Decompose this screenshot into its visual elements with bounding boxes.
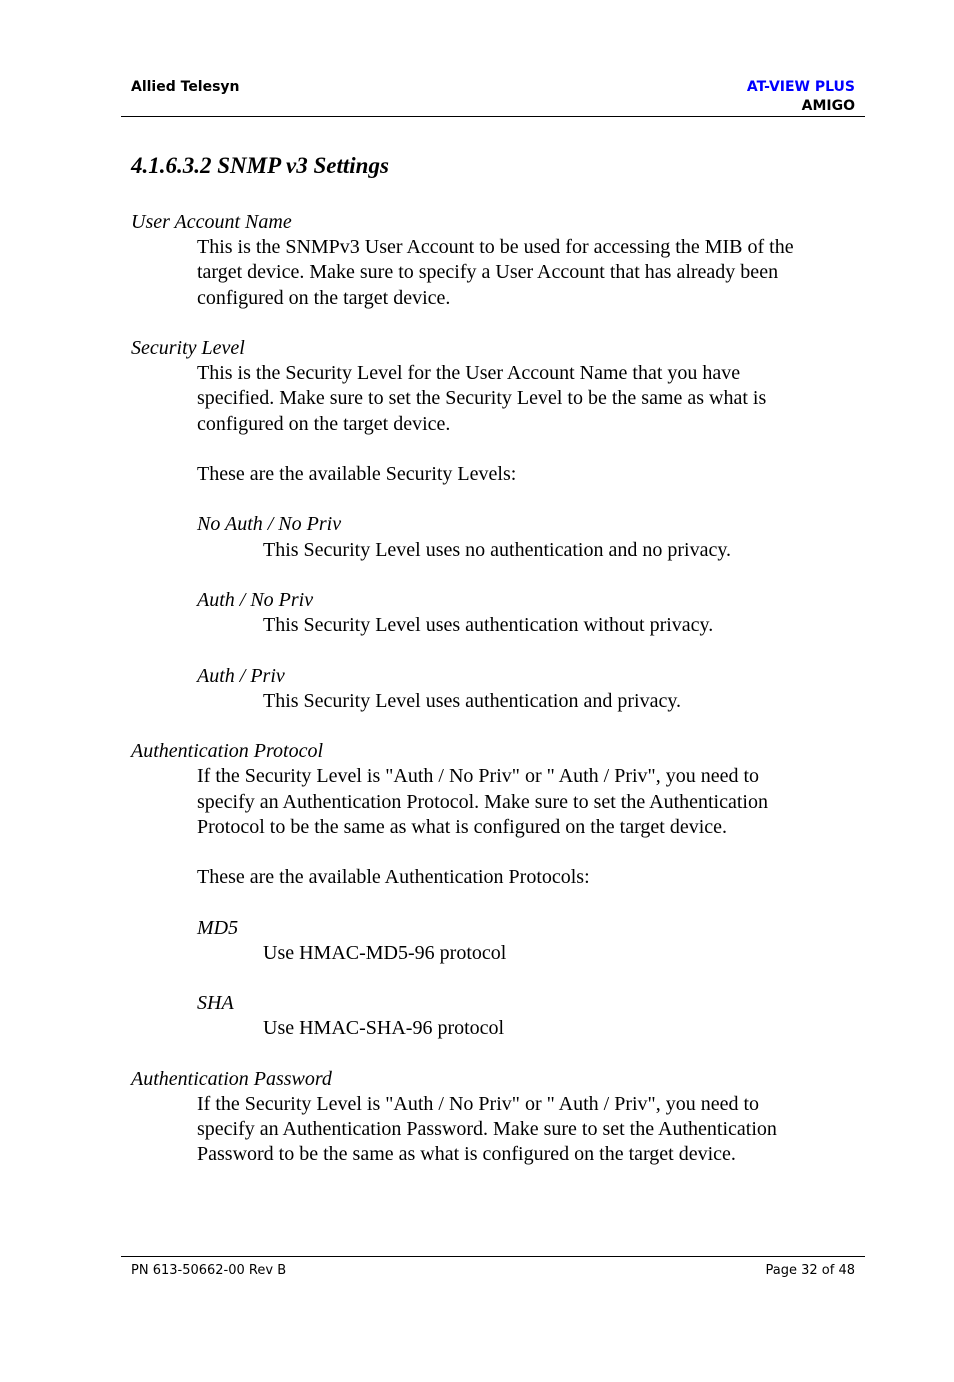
option-md5: MD5 bbox=[197, 916, 239, 939]
header-product-block bbox=[747, 78, 855, 116]
option-desc: Use HMAC-MD5-96 protocol bbox=[263, 941, 507, 964]
term-authentication-password: Authentication Password bbox=[131, 1067, 332, 1090]
option-sha: SHA bbox=[197, 992, 234, 1015]
option-desc: This Security Level uses no authentication and no privacy. bbox=[263, 538, 732, 561]
header-company: Allied Telesyn bbox=[131, 79, 240, 95]
option-auth-priv: Auth / Priv bbox=[197, 664, 285, 687]
security-levels-intro: These are the available Security Levels: bbox=[197, 463, 517, 485]
term-security-level: Security Level bbox=[131, 337, 245, 359]
term-user-account-name: User Account Name bbox=[131, 211, 292, 233]
desc-security-level bbox=[197, 361, 861, 437]
text-line: Password to be the same as what is configured on the target device. bbox=[197, 1143, 736, 1166]
desc-authentication-protocol bbox=[197, 764, 861, 840]
option-desc: Use HMAC-SHA-96 protocol bbox=[263, 1017, 505, 1040]
text-line: specified. Make sure to set the Security Level to be the same as what is bbox=[197, 387, 767, 410]
footer-rule bbox=[121, 1256, 865, 1257]
text-line: specify an Authentication Password. Make sure to set the Authentication bbox=[197, 1118, 777, 1141]
header-rule bbox=[121, 116, 865, 117]
text-line: This is the SNMPv3 User Account to be used for accessing the MIB of the bbox=[197, 236, 794, 259]
section-title: 4.1.6.3.2 SNMP v3 Settings bbox=[131, 153, 389, 178]
text-line: target device. Make sure to specify a User Account that has already been bbox=[197, 261, 779, 284]
footer-part-number: PN 613-50662-00 Rev B bbox=[131, 1263, 287, 1278]
header-product: AT-VIEW PLUS bbox=[746, 79, 855, 95]
option-no-auth-no-priv: No Auth / No Priv bbox=[197, 513, 342, 536]
text-line: If the Security Level is "Auth / No Priv" or " Auth / Priv", you need to bbox=[197, 1092, 760, 1115]
page-body bbox=[131, 210, 861, 1168]
text-line: Protocol to be the same as what is configured on the target device. bbox=[197, 815, 728, 838]
option-auth-no-priv: Auth / No Priv bbox=[197, 588, 314, 611]
text-line: If the Security Level is "Auth / No Priv" or " Auth / Priv", you need to bbox=[197, 765, 760, 788]
text-line: configured on the target device. bbox=[197, 286, 451, 309]
auth-protocols-intro: These are the available Authentication Protocols: bbox=[197, 866, 590, 889]
term-authentication-protocol: Authentication Protocol bbox=[131, 740, 324, 763]
option-desc: This Security Level uses authentication and privacy. bbox=[263, 689, 682, 712]
footer-page-number: Page 32 of 48 bbox=[765, 1263, 855, 1278]
desc-authentication-password bbox=[197, 1092, 861, 1168]
desc-user-account-name bbox=[197, 235, 861, 311]
text-line: specify an Authentication Protocol. Make sure to set the Authentication bbox=[197, 790, 768, 813]
option-desc: This Security Level uses authentication without privacy. bbox=[263, 614, 714, 637]
header-module: AMIGO bbox=[801, 98, 855, 114]
text-line: configured on the target device. bbox=[197, 412, 451, 435]
text-line: This is the Security Level for the User Account Name that you have bbox=[197, 362, 741, 385]
